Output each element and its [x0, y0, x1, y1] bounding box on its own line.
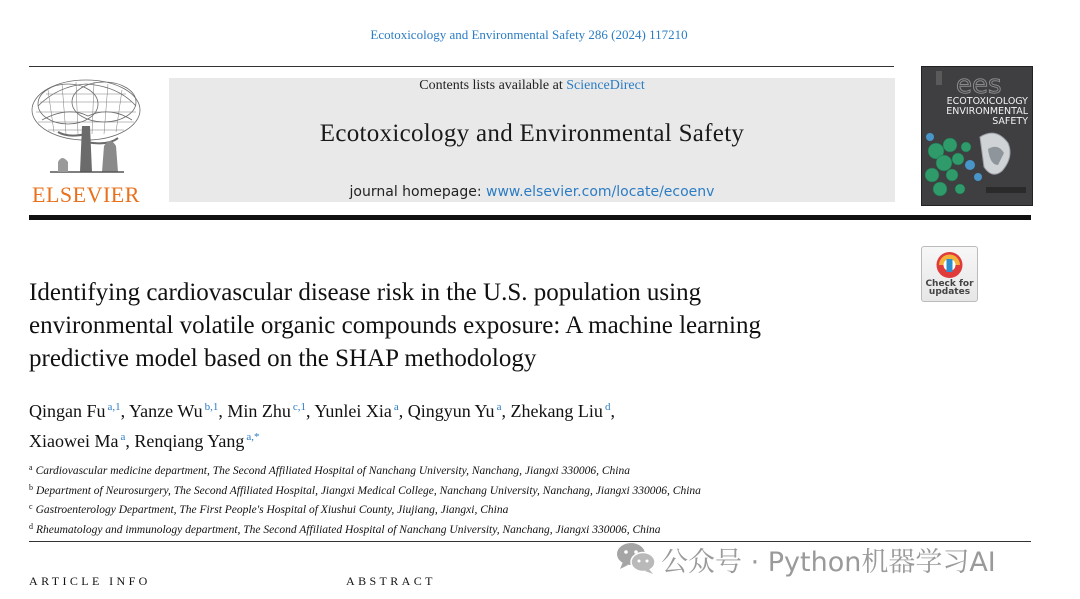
contents-available-line — [169, 78, 895, 94]
journal-reference[interactable]: Ecotoxicology and Environmental Safety 286 (2024) 117210 — [370, 27, 688, 42]
article-title — [29, 276, 909, 375]
sciencedirect-link[interactable]: ScienceDirect — [566, 78, 645, 93]
affiliation-key: b — [29, 482, 33, 492]
author-affiliation-marks[interactable]: a — [120, 431, 126, 443]
crossmark-icon — [922, 247, 977, 281]
affiliation-key: d — [29, 521, 33, 531]
author-list: Qingan Fu $^{a,1}$, Yanze Wu $^{b,1}$, Min Zhu $^{c,1}$, Yunlei Xia $^a$, Qingyun Yu $^a$, Zhekang Liu $^d$, Xiaowei Ma $^a$, Renqiang Yang $^{a,*}$ — [29, 401, 615, 451]
elsevier-tree-icon — [28, 76, 144, 180]
elsevier-logo[interactable] — [28, 76, 144, 206]
author-name[interactable]: Min Zhu — [227, 401, 291, 421]
check-label-line-1: Check for — [925, 279, 974, 289]
title-line-1: Identifying cardiovascular disease risk in the U.S. population using — [29, 279, 702, 306]
cover-art-icon — [922, 67, 1032, 205]
author-affiliation-marks[interactable]: a,* — [246, 431, 260, 443]
affiliation-text: Rheumatology and immunology department, The Second Affiliated Hospital of Nanchang University, Nanchang, Jiangxi 330006, China — [36, 523, 661, 536]
cover-title-line-3: SAFETY — [992, 116, 1028, 127]
affiliation-text: Gastroenterology Department, The First People's Hospital of Xiushui County, Jiujiang, Jiangxi, China — [35, 504, 509, 516]
journal-header-box — [169, 78, 895, 202]
affiliation-item — [29, 499, 929, 519]
author-name[interactable]: Renqiang Yang — [134, 431, 245, 451]
article-info-heading: ARTICLE INFO — [29, 574, 151, 588]
author-name[interactable]: Yunlei Xia — [314, 401, 392, 421]
title-line-3: predictive model based on the SHAP methodology — [29, 345, 537, 372]
header-thick-rule — [29, 215, 1031, 220]
journal-cover[interactable] — [921, 66, 1033, 206]
homepage-prefix: journal homepage: — [349, 184, 486, 200]
author-affiliation-marks[interactable]: d — [604, 401, 611, 413]
cover-title — [926, 97, 1028, 127]
affiliation-item — [29, 480, 929, 500]
wechat-icon — [615, 540, 657, 576]
cover-title-line-1: ECOTOXICOLOGY — [946, 96, 1028, 107]
abstract-heading: ABSTRACT — [346, 574, 436, 588]
affiliation-key: c — [29, 502, 33, 511]
affiliation-list — [29, 460, 929, 538]
check-for-updates-label — [922, 280, 977, 296]
cover-title-line-2: ENVIRONMENTAL — [946, 106, 1028, 117]
cover-monogram: ees — [956, 70, 1002, 100]
author-name[interactable]: Xiaowei Ma — [29, 431, 119, 451]
affiliation-item — [29, 519, 929, 539]
affiliation-text: Department of Neurosurgery, The Second Affiliated Hospital, Jiangxi Medical College, Nanchang University, Nanchang, Jiangxi 330006, China — [36, 484, 701, 497]
top-divider — [29, 66, 894, 67]
wechat-watermark — [615, 538, 1055, 578]
author-affiliation-marks[interactable]: a — [393, 401, 399, 413]
affiliation-key: a — [29, 463, 33, 472]
watermark-text: 公众号 · Python机器学习AI — [661, 547, 996, 578]
author-name[interactable]: Yanze Wu — [128, 401, 203, 421]
author-affiliation-marks[interactable]: a,1 — [107, 401, 121, 413]
affiliation-item — [29, 460, 929, 480]
author-affiliation-marks[interactable]: a — [496, 401, 502, 413]
homepage-line — [169, 184, 895, 200]
check-for-updates-button[interactable] — [921, 246, 978, 302]
homepage-link[interactable]: www.elsevier.com/locate/ecoenv — [486, 184, 715, 200]
affiliation-text: Cardiovascular medicine department, The Second Affiliated Hospital of Nanchang University, Nanchang, Jiangxi 330006, China — [35, 465, 630, 477]
check-label-line-2: updates — [928, 287, 971, 297]
author-affiliation-marks[interactable]: c,1 — [292, 401, 306, 413]
author-name[interactable]: Qingyun Yu — [407, 401, 495, 421]
title-line-2: environmental volatile organic compounds exposure: A machine learning — [29, 312, 761, 339]
contents-prefix: Contents lists available at — [419, 78, 567, 93]
author-name[interactable]: Qingan Fu — [29, 401, 106, 421]
author-name[interactable]: Zhekang Liu — [510, 401, 603, 421]
publisher-name: ELSEVIER — [32, 182, 140, 207]
journal-title[interactable]: Ecotoxicology and Environmental Safety — [319, 120, 745, 147]
author-affiliation-marks[interactable]: b,1 — [204, 401, 219, 413]
